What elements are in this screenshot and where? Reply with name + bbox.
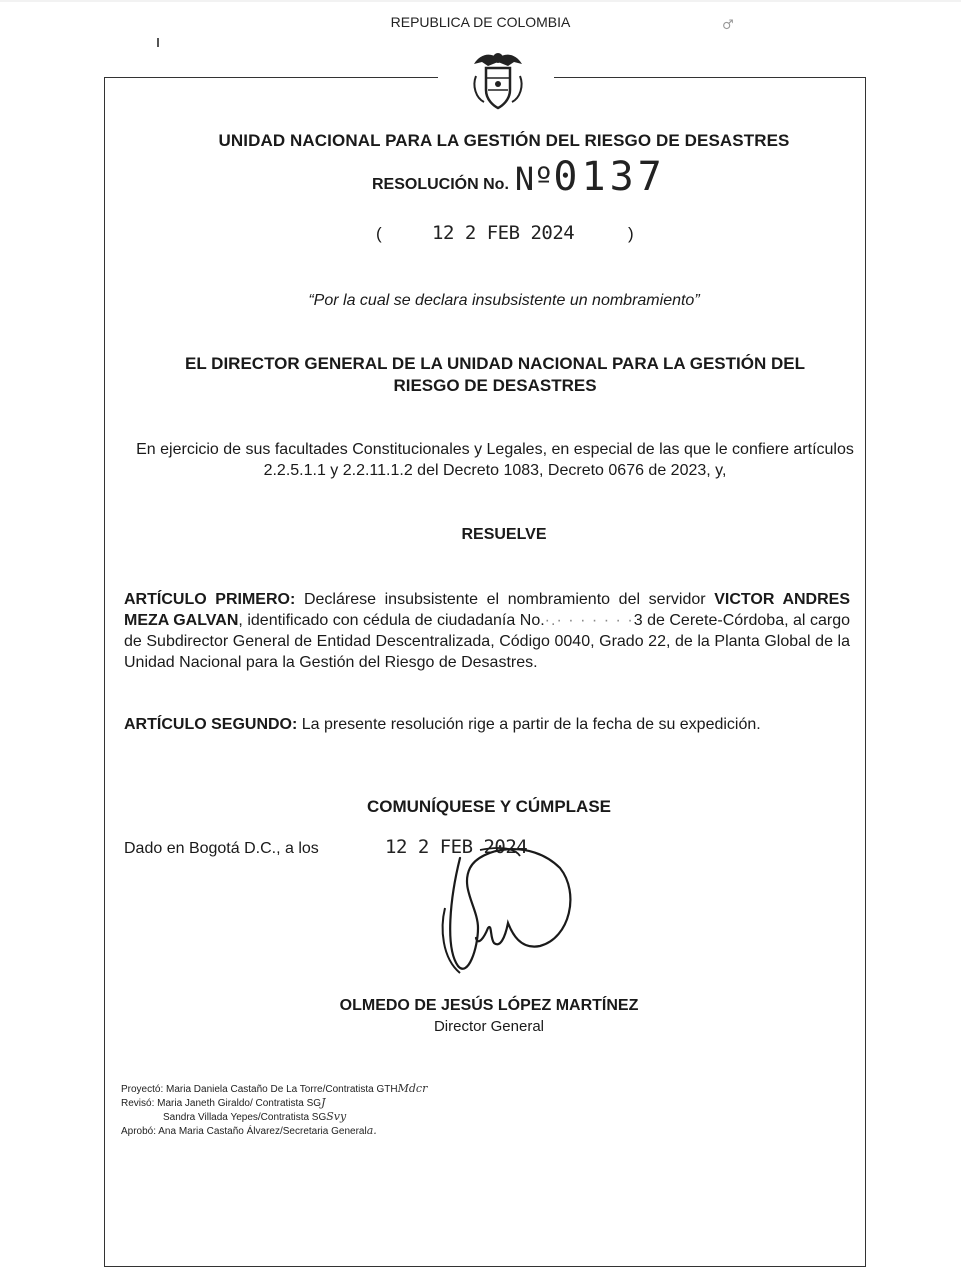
article-first-text-a: Declárese insubsistente el nombramiento del servidor [295,591,715,608]
country-header: REPUBLICA DE COLOMBIA [390,14,571,30]
stray-mark [157,38,159,47]
frame-top-left-line [104,77,438,78]
id-number-tail: 3 [633,612,643,629]
preamble: En ejercicio de sus facultades Constitucionales y Legales, en especial de las que le confiere artículos 2.2.5.1.1 y 2.2.11.1.2 del Decreto 1083, Decreto 0676 de 2023, y, [136,441,854,479]
credit-approved: Aprobó: Ana Maria Castaño Álvarez/Secretaria Generala. [121,1124,377,1137]
given-date-stamp: 12 2 FEB 2024 [385,836,528,858]
server-name: VICTOR ANDRES MEZA GALVAN [124,591,851,629]
resolution-number-value: 0137 [553,154,666,200]
credits-block [121,1082,427,1138]
initials-mark: Svy [326,1110,347,1123]
given-place-text: Dado en Bogotá D.C., a los [124,840,319,857]
article-first-text-c: de Cerete-Córdoba, al cargo de Subdirector General de Entidad Descentralizada, Código 0040, Grado 22, de la Planta Global de la Unidad Nacional para la Gestión del Riesgo de Desastres. [124,612,850,671]
signer-name: OLMEDO DE JESÚS LÓPEZ MARTÍNEZ [339,997,639,1014]
initials-mark: Mdcr [397,1082,428,1095]
resuelve-heading: RESUELVE [461,526,547,543]
resolution-number [515,155,666,201]
credit-reviewed-2: Sandra Villada Yepes/Contratista SGSvy [163,1110,347,1123]
resolution-date-line [376,222,636,248]
article-first-text-b: , identificado con cédula de ciudadanía No. [238,612,545,629]
resolution-number-line [372,154,666,201]
initials-mark: J [321,1096,326,1109]
paren-open: ( [376,224,382,243]
number-mark: Nº [514,160,554,198]
article-second-heading: ARTÍCULO SEGUNDO: [124,716,298,733]
credit-reviewed-1: Revisó: Maria Janeth Giraldo/ Contratista SGJ [121,1096,326,1109]
authority-line-2: RIESGO DE DESASTRES [393,376,597,395]
credit-projected: Proyectó: Maria Daniela Castaño De La Torre/Contratista GTHMdcr [121,1082,428,1095]
page-edge [0,0,961,2]
stray-mark: ♂ [722,18,734,33]
issuing-authority [150,353,840,397]
redacted-id-number: ·.· · · · · · · [544,612,634,629]
article-first-heading: ARTÍCULO PRIMERO: [124,591,296,608]
initials-mark: a. [366,1124,377,1137]
article-second [124,714,850,735]
resolution-date-stamp: 12 2 FEB 2024 [432,222,575,244]
authority-line-1: EL DIRECTOR GENERAL DE LA UNIDAD NACIONAL PARA LA GESTIÓN DEL [185,354,805,373]
entity-name: UNIDAD NACIONAL PARA LA GESTIÓN DEL RIESGO DE DESASTRES [218,131,790,150]
paren-close: ) [628,224,634,243]
article-first [124,589,850,673]
resolution-label: RESOLUCIÓN No. [372,176,509,193]
resolution-motive: “Por la cual se declara insubsistente un nombramiento” [308,292,700,309]
signer-role: Director General [433,1018,545,1035]
frame-top-right-line [554,77,866,78]
closing-formula: COMUNÍQUESE Y CÚMPLASE [366,797,612,816]
article-second-text: La presente resolución rige a partir de la fecha de su expedición. [297,716,761,733]
handwritten-signature [420,838,590,983]
